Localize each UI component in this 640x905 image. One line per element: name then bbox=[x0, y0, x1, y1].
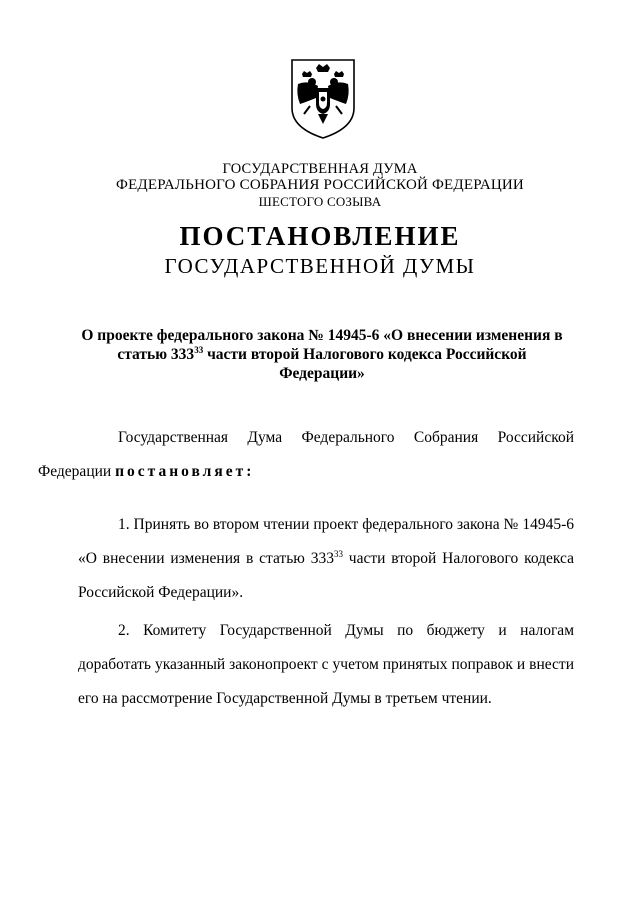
header-line-1: ГОСУДАРСТВЕННАЯ ДУМА bbox=[222, 161, 418, 177]
intro-paragraph bbox=[38, 421, 574, 489]
intro-line-2: Федерации bbox=[38, 463, 116, 480]
item-1-superscript: 33 bbox=[333, 549, 343, 559]
header-line-2: ФЕДЕРАЛЬНОГО СОБРАНИЯ РОССИЙСКОЙ ФЕДЕРАЦИИ bbox=[116, 177, 524, 193]
subject-part-2: части второй Налогового кодекса Российской Федерации» bbox=[203, 346, 527, 382]
subject-superscript: 33 bbox=[194, 345, 204, 355]
subject-part-1: О проекте федерального закона № 14945-6 «О внесении изменения в статью 333 bbox=[81, 327, 563, 363]
item-1-paragraph bbox=[78, 508, 574, 610]
item-1-line-1: 1. Принять во втором чтении проект федерального закона № 14945-6 bbox=[118, 516, 574, 533]
intro-line-1: Государственная Дума Федерального Собрания Российской bbox=[118, 429, 574, 446]
resolves-keyword: постановляет: bbox=[115, 463, 255, 480]
header-line-3: ШЕСТОГО СОЗЫВА bbox=[258, 194, 382, 209]
item-1-part-a: «О внесении изменения в статью 333 bbox=[78, 550, 334, 567]
item-1-part-b: части второй Налогового кодекса bbox=[342, 550, 574, 567]
item-2-paragraph: 2. Комитету Государственной Думы по бюджету и налогам доработать указанный законопроект с учетом принятых поправок и внести его на рассмотрение Государственной Думы в третьем чтении. bbox=[78, 622, 574, 707]
resolution-subject bbox=[80, 326, 564, 383]
russian-coat-of-arms-icon bbox=[288, 58, 358, 140]
item-1-line-2 bbox=[38, 542, 574, 576]
coat-of-arms-emblem bbox=[288, 58, 358, 140]
item-1-line-3: Российской Федерации». bbox=[78, 584, 244, 601]
document-title: ПОСТАНОВЛЕНИЕ bbox=[179, 221, 461, 251]
document-subtitle: ГОСУДАРСТВЕННОЙ ДУМЫ bbox=[164, 254, 476, 278]
